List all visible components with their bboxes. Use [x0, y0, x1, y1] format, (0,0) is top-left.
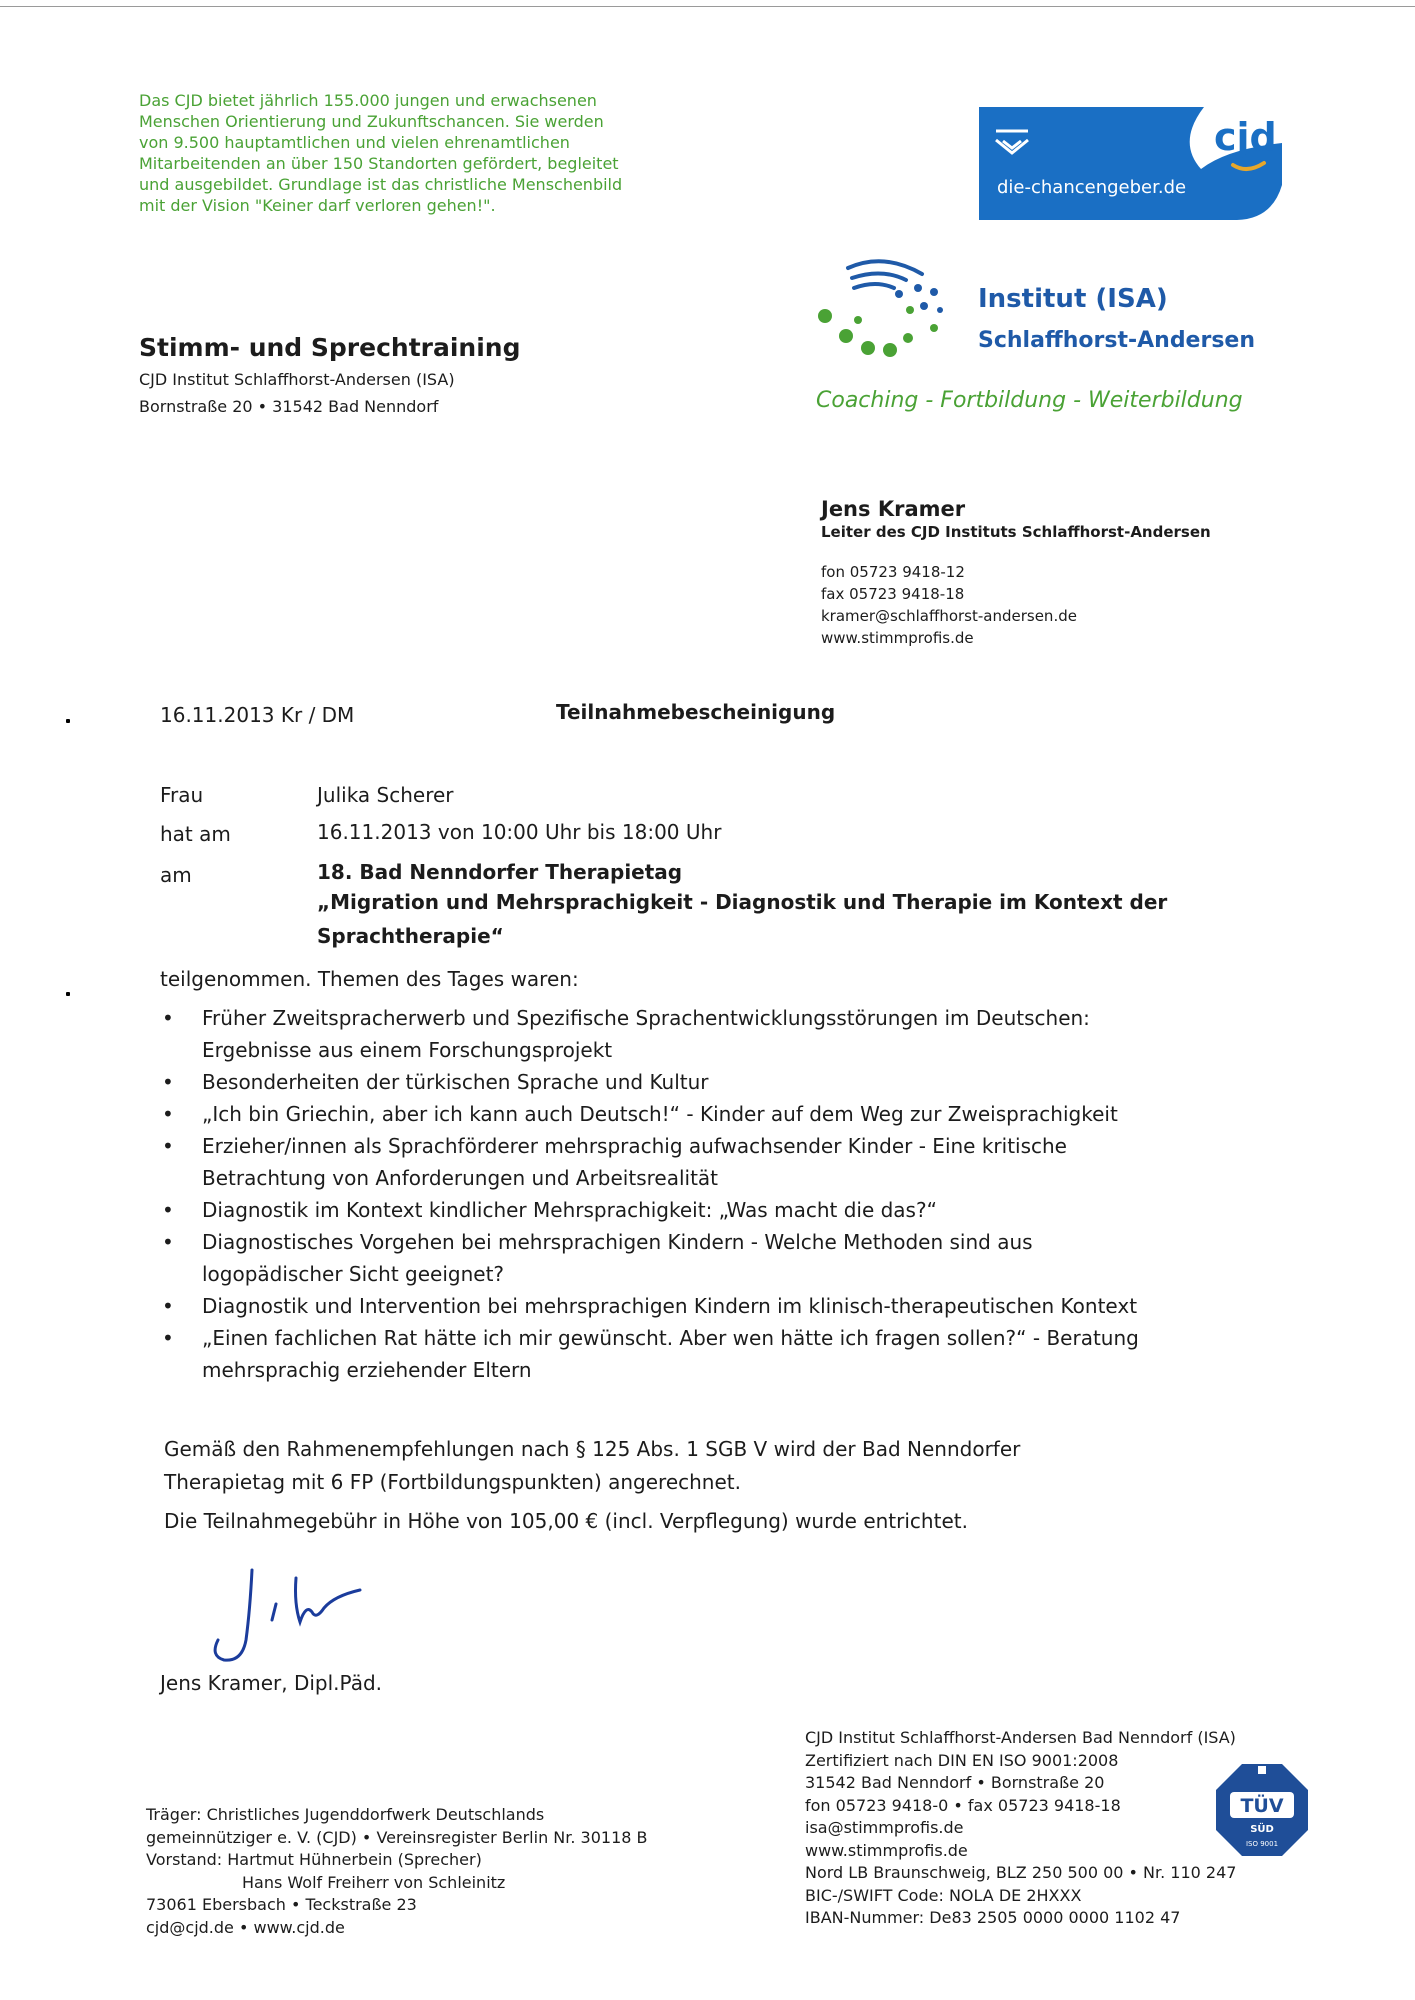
topic-text: Diagnostik und Intervention bei mehrsprachigen Kindern im klinisch-therapeutischen Kontext	[202, 1294, 1138, 1318]
tuv-label: TÜV	[1240, 1795, 1284, 1817]
topic-text: Diagnostik im Kontext kindlicher Mehrsprachigkeit: „Was macht die das?“	[202, 1198, 937, 1222]
sender-block	[139, 333, 520, 416]
label-am: am	[160, 863, 192, 887]
participant-name: Julika Scherer	[317, 783, 454, 807]
topic-text: Erzieher/innen als Sprachförderer mehrsprachig aufwachsender Kinder - Eine kritische	[202, 1134, 1067, 1158]
intro-line: Menschen Orientierung und Zukunftschancen. Sie werden	[139, 112, 604, 131]
handwritten-signature	[200, 1560, 380, 1670]
footer-line: fon 05723 9418-0 • fax 05723 9418-18	[805, 1795, 1121, 1815]
bullet: •	[162, 1006, 174, 1030]
contact-email: kramer@schlaffhorst-andersen.de	[821, 607, 1077, 625]
intro-line: Mitarbeitenden an über 150 Standorten gefördert, begleitet	[139, 154, 619, 173]
isa-dots-graphic	[814, 254, 964, 364]
bullet: •	[162, 1230, 174, 1254]
fee-paragraph: Die Teilnahmegebühr in Höhe von 105,00 € (incl. Verpflegung) wurde entrichtet.	[164, 1509, 968, 1533]
contact-web: www.stimmprofis.de	[821, 629, 974, 647]
topic-text: „Einen fachlichen Rat hätte ich mir gewünscht. Aber wen hätte ich fragen sollen?“ - Beratung	[202, 1326, 1139, 1350]
event-name: 18. Bad Nenndorfer Therapietag	[317, 860, 683, 884]
list-item	[160, 1194, 1220, 1226]
topic-text: Diagnostisches Vorgehen bei mehrsprachigen Kindern - Welche Methoden sind aus	[202, 1230, 1033, 1254]
contact-fon: fon 05723 9418-12	[821, 563, 965, 581]
list-item	[160, 1002, 1220, 1066]
label-frau: Frau	[160, 783, 204, 807]
cjd-brand: cjd	[1214, 115, 1277, 159]
contact-role: Leiter des CJD Instituts Schlaffhorst-Andersen	[821, 523, 1211, 541]
isa-tagline: Coaching - Fortbildung - Weiterbildung	[816, 388, 1243, 413]
topic-text: „Ich bin Griechin, aber ich kann auch Deutsch!“ - Kinder auf dem Weg zur Zweisprachigkeit	[202, 1102, 1118, 1126]
tuv-certification-badge	[1214, 1762, 1310, 1858]
footer-right	[805, 1727, 1236, 1930]
sender-address: Bornstraße 20 • 31542 Bad Nenndorf	[139, 397, 439, 416]
accreditation-line2: Therapietag mit 6 FP (Fortbildungspunkten) angerechnet.	[164, 1470, 741, 1494]
topic-text: logopädischer Sicht geeignet?	[202, 1262, 505, 1286]
event-subtitle-line1: „Migration und Mehrsprachigkeit - Diagnostik und Therapie im Kontext der	[317, 890, 1168, 914]
fold-mark	[66, 719, 70, 723]
list-item	[160, 1130, 1220, 1194]
bullet: •	[162, 1070, 174, 1094]
letter-date-ref: 16.11.2013 Kr / DM	[160, 703, 355, 727]
isa-logo	[814, 254, 1294, 353]
footer-line: Vorstand: Hartmut Hühnerbein (Sprecher)	[146, 1850, 482, 1869]
scan-edge-line	[0, 6, 1415, 7]
topics-intro: teilgenommen. Themen des Tages waren:	[160, 967, 579, 991]
tuv-sub: SÜD	[1250, 1824, 1274, 1835]
accreditation-line1: Gemäß den Rahmenempfehlungen nach § 125 Abs. 1 SGB V wird der Bad Nenndorfer	[164, 1437, 1021, 1461]
footer-line: BIC-/SWIFT Code: NOLA DE 2HXXX	[805, 1885, 1082, 1905]
topic-text: Früher Zweitspracherwerb und Spezifische Sprachentwicklungsstörungen im Deutschen:	[202, 1006, 1090, 1030]
footer-line: Träger: Christliches Jugenddorfwerk Deutschlands	[146, 1805, 545, 1824]
bullet: •	[162, 1294, 174, 1318]
list-item	[160, 1098, 1220, 1130]
intro-line: mit der Vision "Keiner darf verloren gehen!".	[139, 196, 496, 215]
tuv-cert: ISO 9001	[1245, 1840, 1279, 1848]
cjd-intro-text	[139, 90, 739, 216]
intro-line: Das CJD bietet jährlich 155.000 jungen und erwachsenen	[139, 91, 597, 110]
bullet: •	[162, 1134, 174, 1158]
footer-line: cjd@cjd.de • www.cjd.de	[146, 1917, 345, 1937]
topic-text: Besonderheiten der türkischen Sprache und Kultur	[202, 1070, 709, 1094]
contact-fax: fax 05723 9418-18	[821, 585, 965, 603]
footer-line: www.stimmprofis.de	[805, 1840, 968, 1860]
label-hat-am: hat am	[160, 822, 231, 846]
topic-text: mehrsprachig erziehender Eltern	[202, 1358, 532, 1382]
footer-line: 31542 Bad Nenndorf • Bornstraße 20	[805, 1773, 1105, 1792]
signature-name: Jens Kramer, Dipl.Päd.	[160, 1671, 383, 1695]
cjd-logo	[979, 107, 1282, 222]
event-subtitle-line2: Sprachtherapie“	[317, 924, 504, 948]
cjd-logo-graphic	[979, 107, 1282, 222]
bullet: •	[162, 1326, 174, 1350]
footer-line: IBAN-Nummer: De83 2505 0000 0000 1102 47	[805, 1908, 1181, 1927]
list-item	[160, 1226, 1220, 1290]
contact-name: Jens Kramer	[821, 497, 966, 521]
topic-text: Ergebnisse aus einem Forschungsprojekt	[202, 1038, 613, 1062]
list-item	[160, 1290, 1220, 1322]
list-item	[160, 1066, 1220, 1098]
isa-title: Institut (ISA)	[978, 284, 1168, 314]
event-datetime: 16.11.2013 von 10:00 Uhr bis 18:00 Uhr	[317, 820, 722, 844]
footer-line: CJD Institut Schlaffhorst-Andersen Bad Nenndorf (ISA)	[805, 1728, 1236, 1747]
contact-block	[821, 497, 1211, 649]
intro-line: und ausgebildet. Grundlage ist das christliche Menschenbild	[139, 175, 623, 194]
topic-text: Betrachtung von Anforderungen und Arbeitsrealität	[202, 1166, 719, 1190]
footer-line: Zertifiziert nach DIN EN ISO 9001:2008	[805, 1750, 1119, 1770]
isa-subtitle: Schlaffhorst-Andersen	[978, 328, 1256, 353]
sender-institute: CJD Institut Schlaffhorst-Andersen (ISA)	[139, 370, 455, 389]
sender-title: Stimm- und Sprechtraining	[139, 333, 521, 362]
topics-list	[160, 1002, 1220, 1386]
bullet: •	[162, 1102, 174, 1126]
footer-left	[146, 1804, 648, 1939]
document-title: Teilnahmebescheinigung	[556, 700, 836, 724]
list-item	[160, 1322, 1220, 1386]
intro-line: von 9.500 hauptamtlichen und vielen ehrenamtlichen	[139, 133, 570, 152]
footer-line: Hans Wolf Freiherr von Schleinitz	[242, 1872, 506, 1892]
bullet: •	[162, 1198, 174, 1222]
cjd-url: die-chancengeber.de	[997, 177, 1187, 198]
footer-line: Nord LB Braunschweig, BLZ 250 500 00 • Nr. 110 247	[805, 1863, 1237, 1882]
footer-line: 73061 Ebersbach • Teckstraße 23	[146, 1895, 417, 1914]
footer-line: gemeinnütziger e. V. (CJD) • Vereinsregister Berlin Nr. 30118 B	[146, 1827, 648, 1847]
footer-line: isa@stimmprofis.de	[805, 1818, 964, 1837]
fold-mark	[66, 992, 70, 996]
